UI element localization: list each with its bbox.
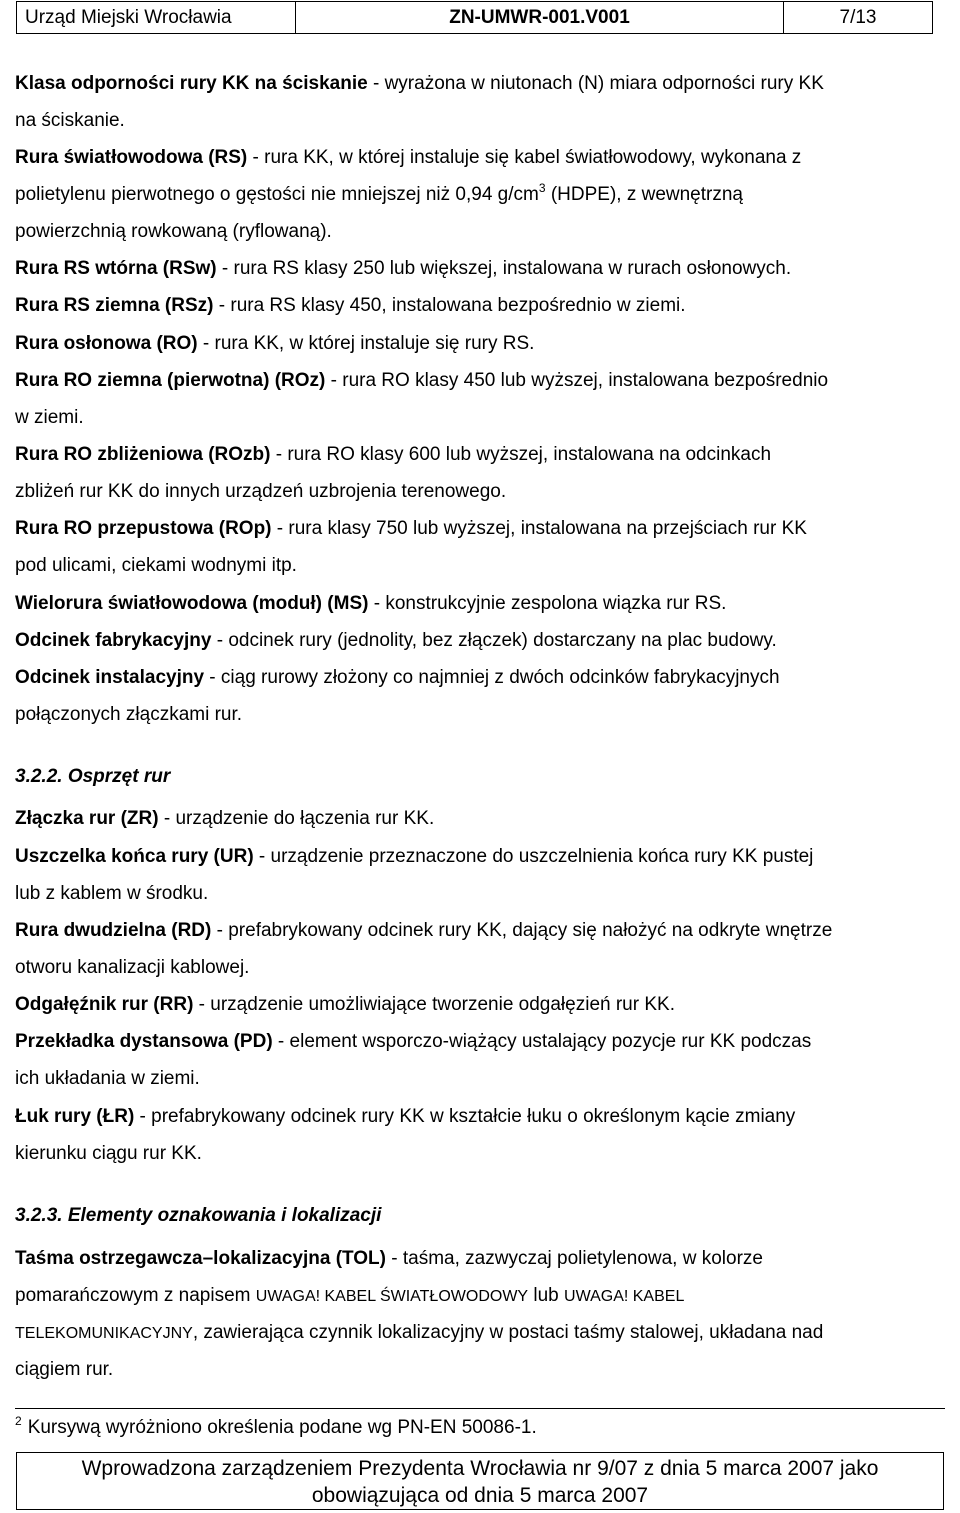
definition-term: Łuk rury (ŁR)	[15, 1106, 135, 1127]
definition-text: - rura RS klasy 250 lub większej, instalowana w rurach osłonowych.	[216, 258, 792, 279]
definition-text: w ziemi.	[15, 407, 84, 428]
definition-text: - rura RO klasy 600 lub wyższej, instalowana na odcinkach	[270, 444, 772, 465]
definition-ms	[15, 585, 726, 622]
caps-text: UWAGA! KABEL ŚWIATŁOWODOWY	[255, 1288, 529, 1305]
footnote-separator	[15, 1408, 945, 1409]
definition-ur	[15, 838, 813, 912]
definition-text: lub	[528, 1285, 565, 1306]
definition-rsw	[15, 250, 791, 287]
definition-text: - rura RO klasy 450 lub wyższej, instalowana bezpośrednio	[325, 370, 829, 391]
page-footer	[16, 1452, 944, 1510]
definition-term: Przekładka dystansowa (PD)	[15, 1031, 273, 1052]
definition-term: Rura osłonowa (RO)	[15, 333, 198, 354]
definition-text: ciągiem rur.	[15, 1359, 114, 1380]
definition-term: Rura RO zbliżeniowa (ROzb)	[15, 444, 271, 465]
definition-text: na ściskanie.	[15, 110, 125, 131]
section-heading-322: 3.2.2. Osprzęt rur	[15, 766, 171, 787]
definition-text: , zawierająca czynnik lokalizacyjny w postaci taśmy stalowej, układana nad	[192, 1322, 824, 1343]
definition-odcinek-instalacyjny	[15, 659, 780, 733]
definition-ro	[15, 325, 534, 362]
footnote-text: Kursywą wyróżniono określenia podane wg PN-EN 50086-1.	[27, 1417, 537, 1438]
header-page-number: 7/13	[839, 6, 877, 28]
definition-tol	[15, 1240, 823, 1388]
definition-text: - prefabrykowany odcinek rury KK w kształcie łuku o określonym kącie zmiany	[134, 1106, 796, 1127]
definition-term: Odcinek fabrykacyjny	[15, 630, 212, 651]
header-organization: Urząd Miejski Wrocławia	[17, 2, 296, 33]
definition-text: lub z kablem w środku.	[15, 883, 209, 904]
definition-term: Odgałęźnik rur (RR)	[15, 994, 194, 1015]
definition-text: kierunku ciągu rur KK.	[15, 1143, 202, 1164]
definition-text: powierzchnią rowkowaną (ryflowaną).	[15, 221, 332, 242]
definition-term: Rura RO przepustowa (ROp)	[15, 518, 272, 539]
definition-term: Rura dwudzielna (RD)	[15, 920, 212, 941]
definition-text: - taśma, zazwyczaj polietylenowa, w kolorze	[386, 1248, 763, 1269]
definition-term: Rura RS ziemna (RSz)	[15, 295, 214, 316]
definition-text: połączonych złączkami rur.	[15, 704, 243, 725]
definition-rozb	[15, 436, 771, 510]
definition-text: - ciąg rurowy złożony co najmniej z dwóch odcinków fabrykacyjnych	[204, 667, 780, 688]
definition-term: Rura RS wtórna (RSw)	[15, 258, 217, 279]
definition-text: pod ulicami, ciekami wodnymi itp.	[15, 555, 297, 576]
definition-term: Rura RO ziemna (pierwotna) (ROz)	[15, 370, 326, 391]
header-document-id: ZN-UMWR-001.V001	[296, 2, 784, 33]
definition-text: - element wsporczo-wiążący ustalający pozycje rur KK podczas	[272, 1031, 812, 1052]
definition-rsz	[15, 287, 686, 324]
definition-term: Wielorura światłowodowa (moduł) (MS)	[15, 593, 369, 614]
definition-text: - urządzenie przeznaczone do uszczelnienia końca rury KK pustej	[253, 846, 814, 867]
definition-roz	[15, 362, 828, 436]
definition-rura-swiatlowodowa	[15, 139, 801, 250]
footnote-number: 2	[15, 1414, 22, 1428]
definition-text: otworu kanalizacji kablowej.	[15, 957, 250, 978]
definition-rr	[15, 986, 675, 1023]
definition-lr	[15, 1098, 795, 1172]
definition-text: - rura RS klasy 450, instalowana bezpośrednio w ziemi.	[213, 295, 686, 316]
definition-text: ich układania w ziemi.	[15, 1068, 200, 1089]
definition-text: - rura klasy 750 lub wyższej, instalowana na przejściach rur KK	[271, 518, 807, 539]
superscript: 3	[538, 181, 546, 195]
definition-rd	[15, 912, 832, 986]
definition-term: Taśma ostrzegawcza–lokalizacyjna (TOL)	[15, 1248, 386, 1269]
definition-text: - prefabrykowany odcinek rury KK, dający się nałożyć na odkryte wnętrze	[211, 920, 833, 941]
definition-text: - wyrażona w niutonach (N) miara odporności rury KK	[367, 73, 824, 94]
definition-odcinek-fabrykacyjny	[15, 622, 777, 659]
definition-text: - urządzenie do łączenia rur KK.	[158, 808, 435, 829]
footer-line: obowiązująca od dnia 5 marca 2007	[311, 1484, 649, 1507]
definition-term: Klasa odporności rury KK na ściskanie	[15, 73, 368, 94]
definition-text: pomarańczowym z napisem	[15, 1285, 256, 1306]
section-heading-323: 3.2.3. Elementy oznakowania i lokalizacji	[15, 1205, 382, 1226]
footer-line: Wprowadzona zarządzeniem Prezydenta Wrocławia nr 9/07 z dnia 5 marca 2007 jako	[81, 1457, 879, 1480]
definition-rop	[15, 510, 807, 584]
definition-term: Złączka rur (ZR)	[15, 808, 159, 829]
definition-zr	[15, 800, 434, 837]
definition-pd	[15, 1023, 811, 1097]
definition-term: Odcinek instalacyjny	[15, 667, 205, 688]
definition-text: (HDPE), z wewnętrzną	[545, 184, 743, 205]
definition-text: - odcinek rury (jednolity, bez złączek) dostarczany na plac budowy.	[211, 630, 777, 651]
definition-text: - konstrukcyjnie zespolona wiązka rur RS.	[368, 593, 727, 614]
page-header	[16, 1, 933, 34]
definition-text: - urządzenie umożliwiające tworzenie odgałęzień rur KK.	[193, 994, 675, 1015]
definition-text: zbliżeń rur KK do innych urządzeń uzbrojenia terenowego.	[15, 481, 507, 502]
definition-klasa-odpornosci	[15, 65, 824, 139]
caps-text: UWAGA! KABEL	[564, 1288, 685, 1305]
caps-text: TELEKOMUNIKACYJNY	[15, 1325, 193, 1342]
footnote	[15, 1414, 537, 1439]
definition-text: polietylenu pierwotnego o gęstości nie mniejszej niż 0,94 g/cm	[15, 184, 539, 205]
definition-text: - rura KK, w której instaluje się rury RS.	[197, 333, 535, 354]
definition-text: - rura KK, w której instaluje się kabel światłowodowy, wykonana z	[247, 147, 802, 168]
definition-term: Rura światłowodowa (RS)	[15, 147, 248, 168]
definition-term: Uszczelka końca rury (UR)	[15, 846, 254, 867]
